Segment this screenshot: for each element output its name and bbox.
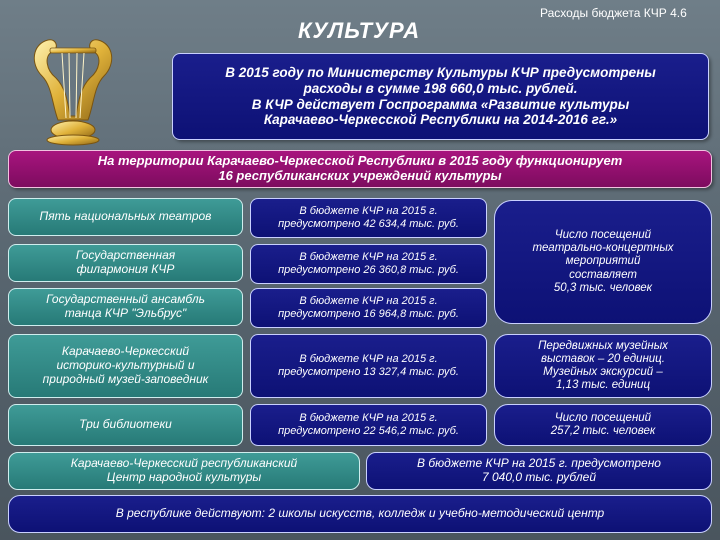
institution-label: историко-культурный и: [56, 358, 195, 373]
budget-amount: предусмотрено 22 546,2 тыс. руб.: [278, 425, 459, 437]
budget-dance-ensemble: [250, 288, 487, 328]
budget-label: В бюджете КЧР на 2015 г.: [299, 295, 438, 308]
footer-note: [8, 495, 712, 533]
budget-label: В бюджете КЧР на 2015 г.: [299, 205, 438, 218]
museum-stats-panel: [494, 334, 712, 398]
intro-line: В КЧР действует Госпрограмма «Развитие культуры: [251, 96, 630, 112]
budget-libraries: [250, 404, 487, 446]
budget-folk-culture-center: [366, 452, 712, 490]
intro-line: В 2015 году по Министерству Культуры КЧР предусмотрены: [225, 65, 656, 81]
museum-stats-line: Передвижных музейных: [538, 339, 668, 352]
budget-label: В бюджете КЧР на 2015 г.: [299, 251, 438, 264]
institution-label: танца КЧР "Эльбрус": [64, 306, 187, 320]
budget-museum: [250, 334, 487, 398]
library-visits-line: 257,2 тыс. человек: [550, 425, 656, 437]
visits-line: 50,3 тыс. человек: [553, 281, 653, 294]
museum-stats-line: Музейных экскурсий –: [543, 366, 663, 378]
institution-label: филармония КЧР: [76, 262, 175, 276]
visits-line: мероприятий: [565, 255, 641, 268]
page-title: КУЛЬТУРА: [298, 18, 421, 43]
institution-label: Карачаево-Черкесский республиканский: [70, 456, 298, 471]
intro-line: расходы в сумме 198 660,0 тыс. рублей.: [303, 80, 578, 96]
banner-line: 16 республиканских учреждений культуры: [218, 168, 502, 183]
budget-amount: предусмотрено 16 964,8 тыс. руб.: [278, 308, 459, 320]
institution-label: Пять национальных театров: [39, 209, 212, 224]
budget-amount: предусмотрено 13 327,4 тыс. руб.: [278, 366, 459, 378]
lyre-icon: [28, 20, 118, 148]
institution-label: Центр народной культуры: [106, 470, 262, 484]
institution-philharmonic: [8, 244, 243, 282]
institutions-summary-banner: [8, 150, 712, 188]
institution-label: Карачаево-Черкесский: [61, 344, 190, 359]
budget-label: В бюджете КЧР на 2015 г. предусмотрено: [417, 456, 661, 471]
institution-libraries: [8, 404, 243, 446]
museum-stats-line: выставок – 20 единиц.: [541, 352, 665, 365]
slide-reference: Расходы бюджета КЧР 4.6: [540, 6, 687, 20]
library-visits-panel: [494, 404, 712, 446]
institution-label: природный музей-заповедник: [42, 371, 209, 386]
institution-dance-ensemble: [8, 288, 243, 326]
institution-theatres: [8, 198, 243, 236]
budget-label: В бюджете КЧР на 2015 г.: [299, 412, 438, 425]
budget-theatres: [250, 198, 487, 238]
institution-label: Три библиотеки: [79, 417, 172, 432]
budget-amount: предусмотрено 42 634,4 тыс. руб.: [278, 218, 459, 230]
institution-label: Государственный ансамбль: [46, 292, 205, 307]
institution-label: Государственная: [75, 248, 176, 263]
budget-amount: 7 040,0 тыс. рублей: [481, 470, 596, 484]
visits-line: театрально-концертных: [532, 242, 674, 255]
banner-line: На территории Карачаево-Черкесской Республики в 2015 году функционирует: [97, 153, 623, 169]
institution-museum: [8, 334, 243, 398]
budget-amount: предусмотрено 26 360,8 тыс. руб.: [278, 264, 459, 276]
visits-line: Число посещений: [554, 228, 652, 241]
visits-line: составляет: [569, 268, 637, 281]
intro-line: Карачаево-Черкесской Республики на 2014-2016 гг.»: [263, 112, 618, 128]
budget-philharmonic: [250, 244, 487, 284]
museum-stats-line: 1,13 тыс. единиц: [555, 379, 651, 392]
library-visits-line: Число посещений: [554, 411, 652, 424]
budget-label: В бюджете КЧР на 2015 г.: [299, 353, 438, 366]
theatre-visits-panel: [494, 200, 712, 324]
intro-panel: [172, 53, 709, 140]
institution-folk-culture-center: [8, 452, 360, 490]
footer-text: В республике действуют: 2 школы искусств, колледж и учебно-методический центр: [115, 506, 605, 521]
